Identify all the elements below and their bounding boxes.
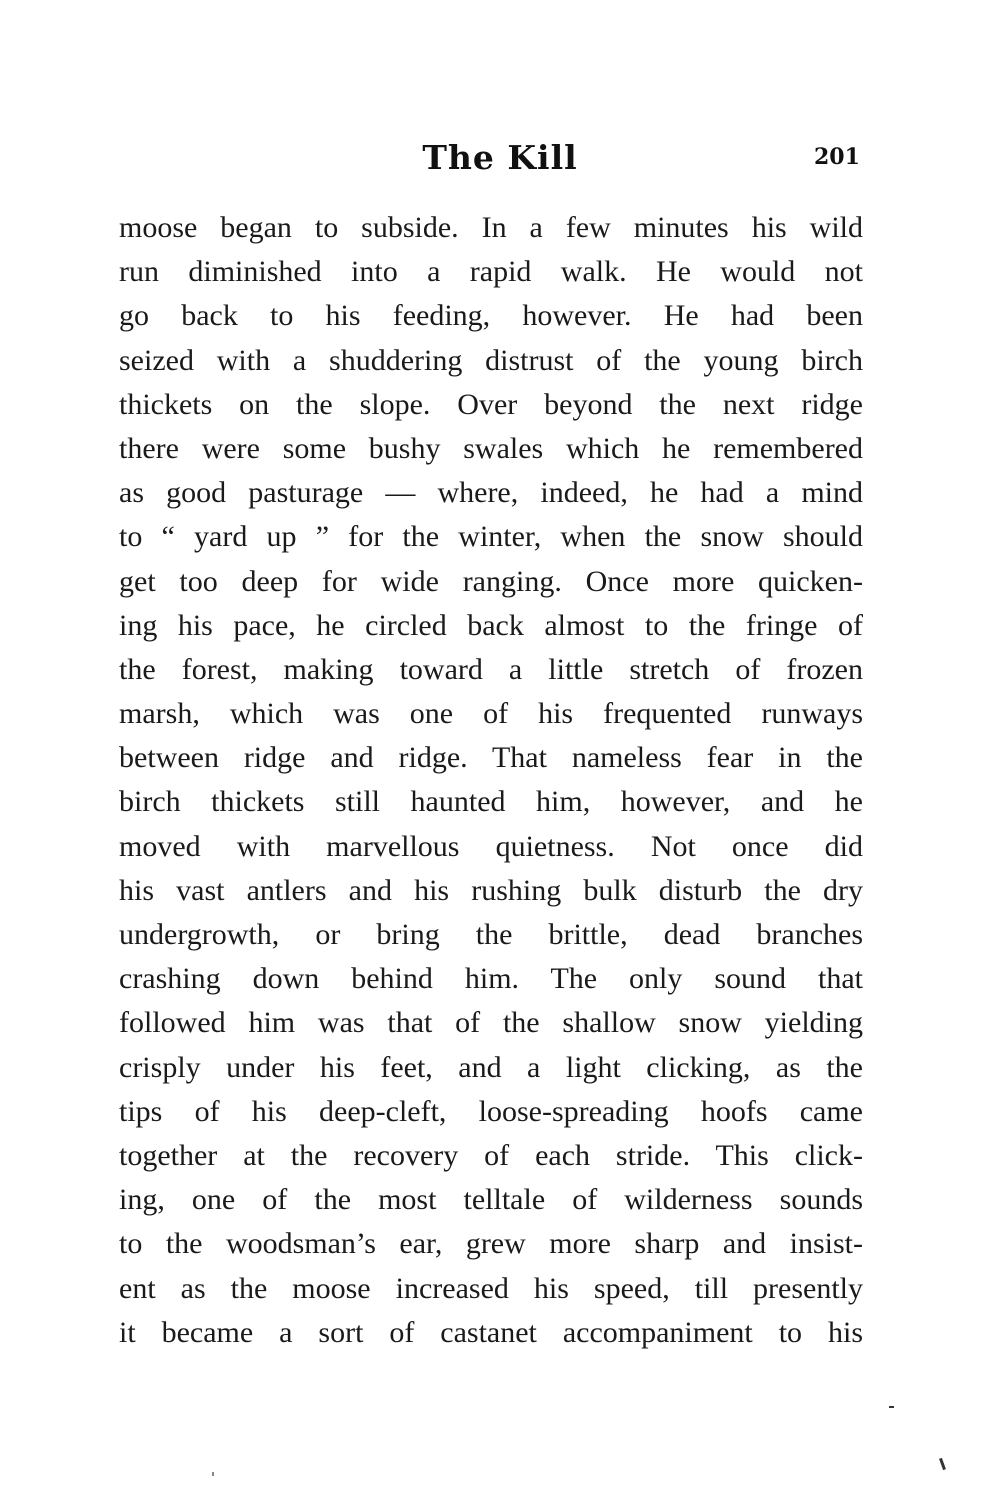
- text-line: as good pasturage — where, indeed, he had a mind: [119, 476, 863, 510]
- text-line: run diminished into a rapid walk. He would not: [119, 255, 863, 289]
- text-line: it became a sort of castanet accompaniment to his: [119, 1315, 863, 1349]
- text-line: ent as the moose increased his speed, till presently: [119, 1271, 863, 1305]
- text-line: followed him was that of the shallow snow yielding: [119, 1006, 863, 1040]
- text-line: ing, one of the most telltale of wilderness sounds: [119, 1183, 863, 1217]
- text-line: crisply under his feet, and a light clicking, as the: [119, 1050, 863, 1084]
- text-line: crashing down behind him. The only sound that: [119, 962, 863, 996]
- text-line: thickets on the slope. Over beyond the next ridge: [119, 387, 863, 421]
- text-line: get too deep for wide ranging. Once more quicken-: [119, 564, 863, 598]
- text-line: to “ yard up ” for the winter, when the snow should: [119, 520, 863, 554]
- text-line: the forest, making toward a little stretch of frozen: [119, 652, 863, 686]
- running-title: The Kill: [422, 138, 578, 177]
- text-line: together at the recovery of each stride. This click-: [119, 1138, 863, 1172]
- scan-speck: [939, 1458, 946, 1470]
- body-text: [119, 206, 863, 1355]
- text-line: his vast antlers and his rushing bulk disturb the dry: [119, 873, 863, 907]
- text-line: seized with a shuddering distrust of the young birch: [119, 343, 863, 377]
- text-line: moved with marvellous quietness. Not once did: [119, 829, 863, 863]
- running-header: [0, 138, 1000, 188]
- text-line: tips of his deep-cleft, loose-spreading hoofs came: [119, 1094, 863, 1128]
- text-line: moose began to subside. In a few minutes his wild: [119, 211, 863, 244]
- text-line: ing his pace, he circled back almost to the fringe of: [119, 608, 863, 642]
- page-number: 201: [814, 144, 860, 170]
- scan-speck: [212, 1472, 214, 1476]
- text-line: go back to his feeding, however. He had been: [119, 299, 863, 333]
- text-line: between ridge and ridge. That nameless fear in the: [119, 741, 863, 775]
- text-line: marsh, which was one of his frequented runways: [119, 697, 863, 731]
- text-line: undergrowth, or bring the brittle, dead branches: [119, 918, 863, 951]
- text-line: there were some bushy swales which he remembered: [119, 431, 863, 465]
- scan-speck: [889, 1406, 894, 1408]
- text-line: birch thickets still haunted him, however, and he: [119, 785, 863, 819]
- text-line: to the woodsman’s ear, grew more sharp and insist-: [119, 1227, 863, 1261]
